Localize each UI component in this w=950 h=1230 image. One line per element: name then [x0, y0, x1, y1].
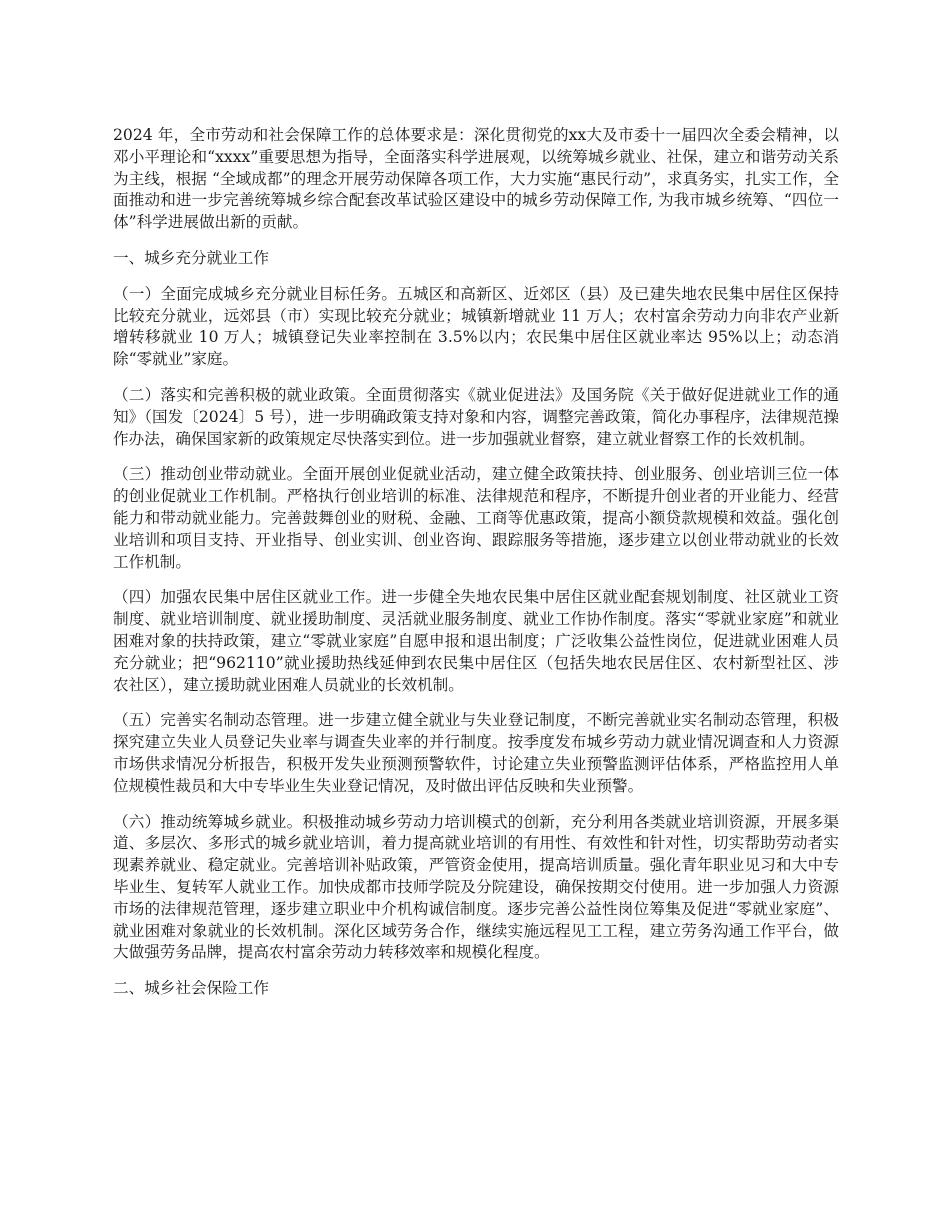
document-body — [113, 125, 839, 1014]
section-heading-employment: 一、城乡充分就业工作 — [113, 248, 269, 267]
employment-item-1: （一）全面完成城乡充分就业目标任务。五城区和高新区、近郊区（县）及已建失地农民集中居住区保持比较充分就业，远郊县（市）实现比较充分就业；城镇新增就业 11 万人；农村富余劳动力向非农产业新增转移就业 10 万人；城镇登记失业率控制在 3.5%以内；农民集中居住区就业率达 95%以上；动态消除“零就业”家庭。 — [113, 284, 839, 369]
intro-paragraph: 2024 年，全市劳动和社会保障工作的总体要求是：深化贯彻党的xx大及市委十一届四次全委会精神，以邓小平理论和“xxxx”重要思想为指导，全面落实科学进展观，以统筹城乡就业、社保，建立和谐劳动关系为主线，根据 “全域成都”的理念开展劳动保障各项工作，大力实施“惠民行动”，求真务实，扎实工作，全面推动和进一步完善统筹城乡综合配套改革试验区建设中的城乡劳动保障工作, 为我市城乡统筹、“四位一体”科学进展做出新的贡献。 — [113, 126, 839, 232]
section-heading-social-insurance: 二、城乡社会保险工作 — [113, 979, 269, 998]
employment-item-6: （六）推动统筹城乡就业。积极推动城乡劳动力培训模式的创新，充分利用各类就业培训资源，开展多渠道、多层次、多形式的城乡就业培训，着力提高就业培训的有用性、有效性和针对性，切实帮助劳动者实现素养就业、稳定就业。完善培训补贴政策，严管资金使用，提高培训质量。强化青年职业见习和大中专毕业生、复转军人就业工作。加快成都市技师学院及分院建设，确保按期交付使用。进一步加强人力资源市场的法律规范管理，逐步建立职业中介机构诚信制度。逐步完善公益性岗位筹集及促进“零就业家庭”、就业困难对象就业的长效机制。深化区域劳务合作，继续实施远程见工工程，建立劳务沟通工作平台，做大做强劳务品牌，提高农村富余劳动力转移效率和规模化程度。 — [113, 812, 839, 962]
employment-item-5: （五）完善实名制动态管理。进一步建立健全就业与失业登记制度，不断完善就业实名制动态管理，积极探究建立失业人员登记失业率与调查失业率的并行制度。按季度发布城乡劳动力就业情况调查和人力资源市场供求情况分析报告，积极开发失业预测预警软件，讨论建立失业预警监测评估体系，严格监控用人单位规模性裁员和大中专毕业生失业登记情况，及时做出评估反映和失业预警。 — [113, 711, 839, 795]
employment-item-3: （三）推动创业带动就业。全面开展创业促就业活动，建立健全政策扶持、创业服务、创业培训三位一体的创业促就业工作机制。严格执行创业培训的标准、法律规范和程序，不断提升创业者的开业能力、经营能力和带动就业能力。完善鼓舞创业的财税、金融、工商等优惠政策，提高小额贷款规模和效益。强化创业培训和项目支持、开业指导、创业实训、创业咨询、跟踪服务等措施，逐步建立以创业带动就业的长效工作机制。 — [113, 465, 839, 571]
employment-item-4: （四）加强农民集中居住区就业工作。进一步健全失地农民集中居住区就业配套规划制度、社区就业工资制度、就业培训制度、就业援助制度、灵活就业服务制度、就业工作协作制度。落实“零就业家庭”和就业困难对象的扶持政策，建立“零就业家庭”自愿申报和退出制度；广泛收集公益性岗位，促进就业困难人员充分就业；把“962110”就业援助热线延伸到农民集中居住区（包括失地农民居住区、农村新型社区、涉农社区），建立援助就业困难人员就业的长效机制。 — [113, 588, 839, 694]
employment-item-2: （二）落实和完善积极的就业政策。全面贯彻落实《就业促进法》及国务院《关于做好促进就业工作的通知》（国发〔2024〕5 号），进一步明确政策支持对象和内容，调整完善政策，简化办事程序，法律规范操作办法，确保国家新的政策规定尽快落实到位。进一步加强就业督察，建立就业督察工作的长效机制。 — [113, 385, 839, 448]
